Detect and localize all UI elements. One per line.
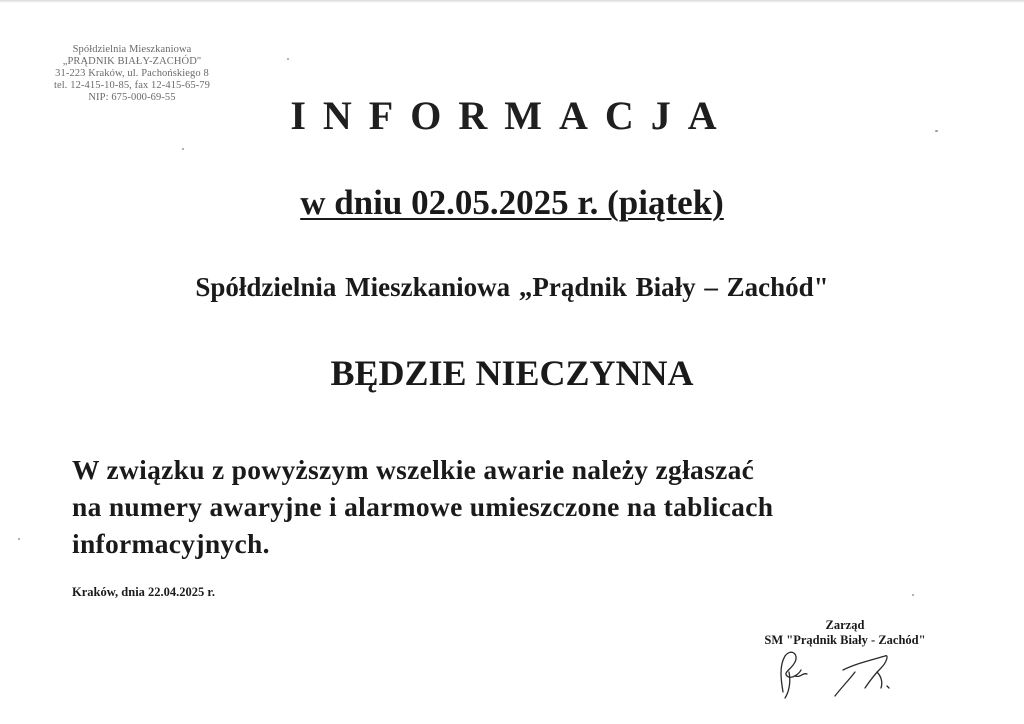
- handwritten-signatures: [765, 642, 905, 702]
- notice-heading: INFORMACJA: [290, 93, 734, 138]
- scan-edge: [0, 0, 1024, 3]
- stamp-line-brand: „PRĄDNIK BIAŁY-ZACHÓD": [62, 56, 202, 67]
- cooperative-name: Spółdzielnia Mieszkaniowa „Prądnik Biały – Zachód": [195, 272, 829, 302]
- closure-date-text: w dniu 02.05.2025 r. (piątek): [300, 183, 724, 222]
- scan-speck: [935, 130, 938, 132]
- closure-date-line: [0, 183, 1024, 223]
- scan-speck: [18, 538, 20, 540]
- place-and-date: Kraków, dnia 22.04.2025 r.: [72, 585, 215, 599]
- board-organization: SM "Prądnik Biały - Zachód": [764, 633, 926, 647]
- stamp-line-nip: NIP: 675-000-69-55: [88, 92, 176, 103]
- scan-speck: [182, 148, 184, 150]
- notice-body: [72, 451, 972, 562]
- closed-notice: BĘDZIE NIECZYNNA: [330, 353, 694, 393]
- scan-speck: [912, 594, 914, 596]
- stamp-line-phone: tel. 12-415-10-85, fax 12-415-65-79: [53, 80, 210, 91]
- stamp-line-address: 31-223 Kraków, ul. Pachońskiego 8: [55, 68, 209, 79]
- stamp-line-name: Spółdzielnia Mieszkaniowa: [72, 44, 192, 55]
- scan-speck: [287, 58, 289, 60]
- notice-body-line-3: informacyjnych.: [72, 528, 270, 559]
- board-title: Zarząd: [825, 618, 865, 632]
- notice-body-line-2: na numery awaryjne i alarmowe umieszczone na tablicach: [72, 491, 774, 522]
- notice-body-line-1: W związku z powyższym wszelkie awarie należy zgłaszać: [72, 454, 755, 485]
